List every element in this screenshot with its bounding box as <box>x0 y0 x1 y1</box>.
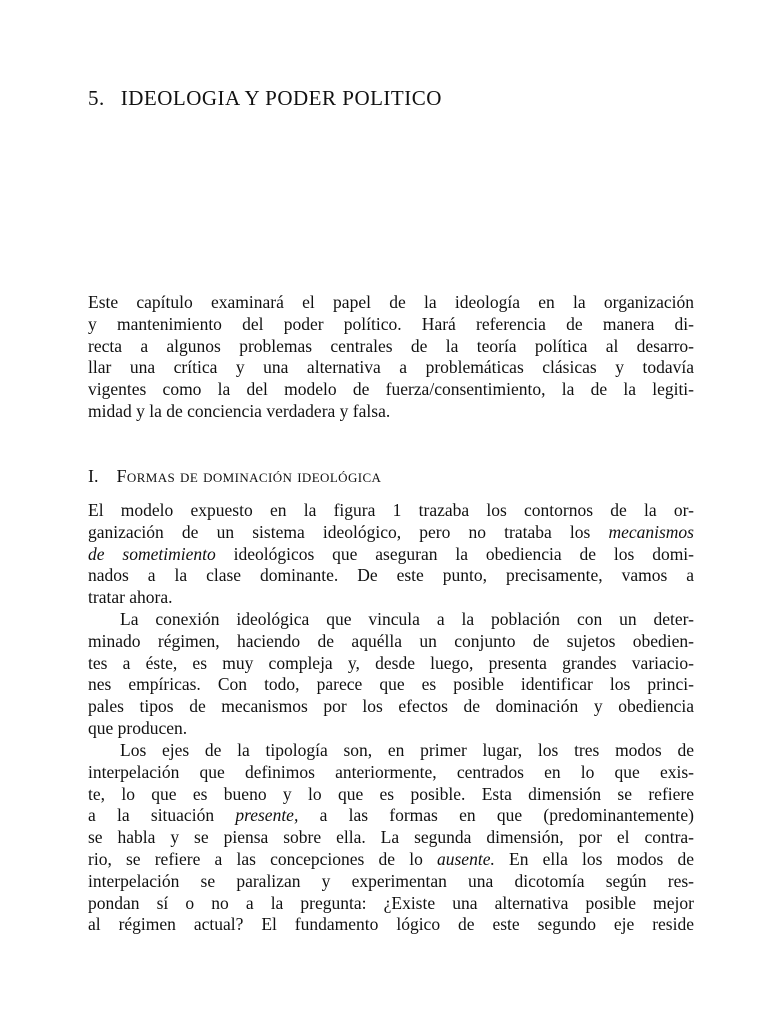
text-line: midad y la de conciencia verdadera y falsa. <box>88 400 391 421</box>
text-line: minado régimen, haciendo de aquélla un conjunto de sujetos obedien- <box>88 630 694 651</box>
text-line: nes empíricas. Con todo, parece que es posible identificar los princi- <box>88 674 694 695</box>
text-run: a la situación <box>88 805 236 826</box>
text-run: En ella los modos de <box>494 848 695 869</box>
intro-paragraph <box>88 292 694 423</box>
text-line: recta a algunos problemas centrales de la teoría política al desarro- <box>88 335 694 356</box>
body-paragraph-2 <box>88 609 694 740</box>
body-paragraph-1 <box>88 500 694 609</box>
italic-term: ausente. <box>437 848 495 869</box>
italic-term: de sometimiento <box>88 543 216 564</box>
body-paragraph-3 <box>88 740 694 936</box>
text-line: y mantenimiento del poder político. Hará referencia de manera di- <box>88 313 694 334</box>
text-line <box>88 849 694 871</box>
text-line: pales tipos de mecanismos por los efectos de dominación y obediencia <box>88 696 694 717</box>
text-line: Este capítulo examinará el papel de la ideología en la organización <box>88 292 694 312</box>
text-run: rio, se refiere a las concepciones de lo <box>88 848 437 869</box>
text-line: llar una crítica y una alternativa a problemáticas clásicas y todavía <box>88 357 694 378</box>
text-line: tratar ahora. <box>88 587 173 608</box>
chapter-number: 5. <box>88 86 105 110</box>
text-run: ganización de un sistema ideológico, pero no trataba los <box>88 521 609 542</box>
section-heading <box>88 466 381 487</box>
text-line: El modelo expuesto en la figura 1 trazaba los contornos de la or- <box>88 500 694 520</box>
text-line: Los ejes de la tipología son, en primer lugar, los tres modos de <box>120 740 694 760</box>
text-line <box>88 805 694 827</box>
text-line: te, lo que es bueno y lo que es posible. Esta dimensión se refiere <box>88 783 694 804</box>
italic-term: mecanismos <box>608 521 694 542</box>
italic-term: presente, <box>235 805 299 826</box>
text-line: nados a la clase dominante. De este punto, precisamente, vamos a <box>88 565 694 586</box>
chapter-title-text: IDEOLOGIA Y PODER POLITICO <box>120 86 442 110</box>
text-line: La conexión ideológica que vincula a la población con un deter- <box>120 609 694 629</box>
text-line: que producen. <box>88 717 188 738</box>
section-number: I. <box>88 466 99 486</box>
text-line: se habla y se piensa sobre ella. La segunda dimensión, por el contra- <box>88 827 694 848</box>
section-title: Formas de dominación ideológica <box>116 466 382 486</box>
text-line: interpelación se paralizan y experimentan una dicotomía según res- <box>88 870 694 891</box>
text-line: al régimen actual? El fundamento lógico de este segundo eje reside <box>88 914 694 935</box>
text-run: a las formas en que (predominantemente) <box>298 805 695 826</box>
text-run: ideológicos que aseguran la obediencia de los domi- <box>215 543 694 564</box>
text-line: vigentes como la del modelo de fuerza/consentimiento, la de la legiti- <box>88 379 694 400</box>
chapter-title <box>88 86 442 111</box>
text-line: interpelación que definimos anteriormente, centrados en lo que exis- <box>88 761 694 782</box>
text-line: pondan sí o no a la pregunta: ¿Existe una alternativa posible mejor <box>88 892 694 913</box>
text-line <box>88 544 694 566</box>
text-line: tes a éste, es muy compleja y, desde luego, presenta grandes variacio- <box>88 652 694 673</box>
text-line <box>88 522 694 544</box>
